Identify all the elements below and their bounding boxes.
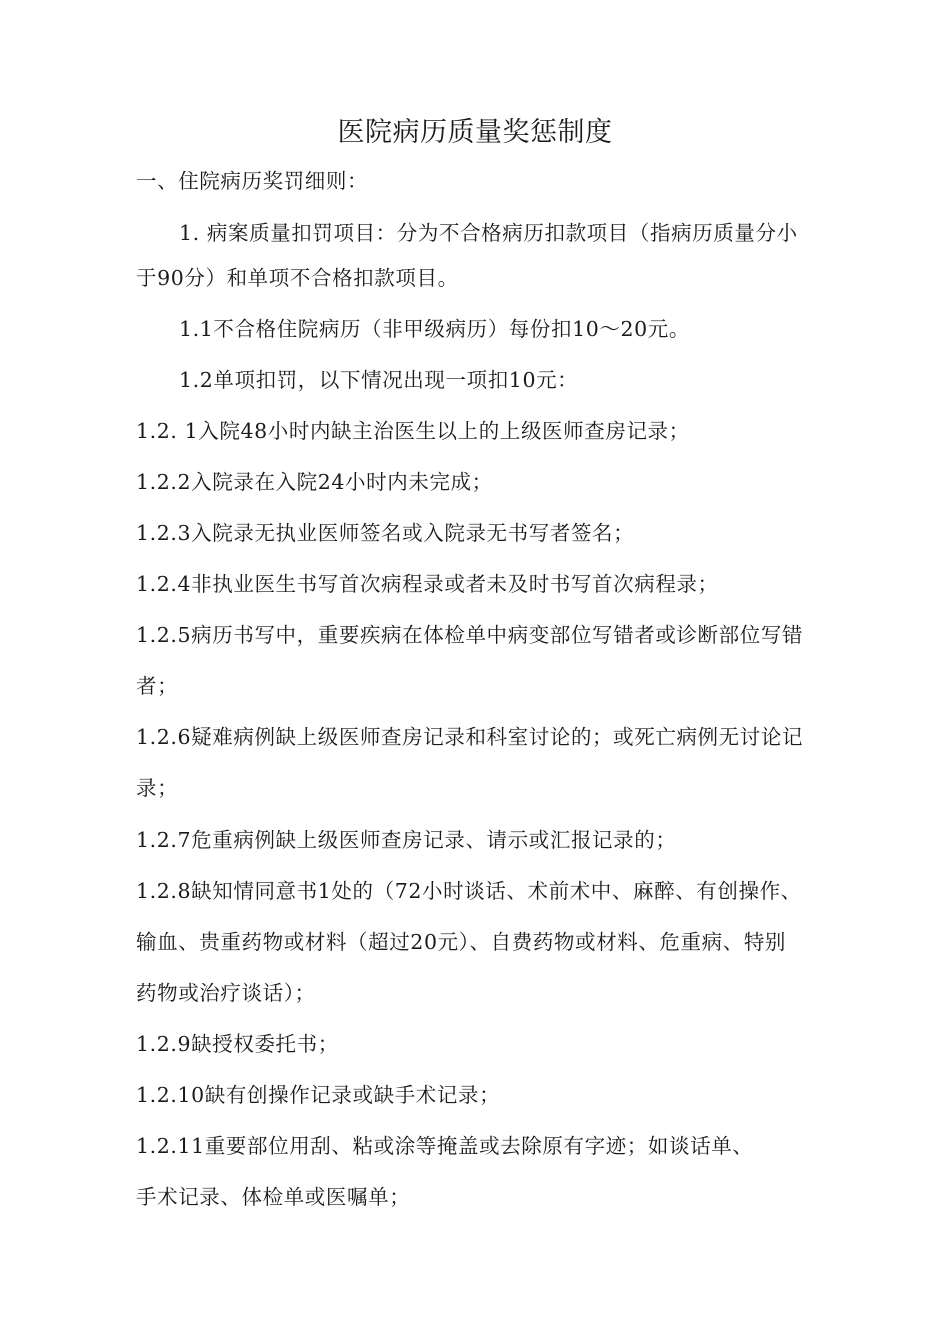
paragraph-line: 1.2.9缺授权委托书； [136,1032,339,1056]
paragraph-line: 1. 病案质量扣罚项目：分为不合格病历扣款项目（指病历质量分小 [179,221,798,245]
paragraph-line: 1.1不合格住院病历（非甲级病历）每份扣10〜20元。 [179,317,690,341]
paragraph-line: 1.2.7危重病例缺上级医师查房记录、请示或汇报记录的； [136,828,677,852]
paragraph-line: 1.2.5病历书写中，重要疾病在体检单中病变部位写错者或诊断部位写错 [136,623,804,647]
paragraph-line: 药物或治疗谈话）； [136,981,316,1005]
paragraph-line: 1.2.6疑难病例缺上级医师查房记录和科室讨论的；或死亡病例无讨论记 [136,725,804,749]
section-heading: 一、住院病历奖罚细则： [136,169,369,193]
paragraph-line: 输血、贵重药物或材料（超过20元）、自费药物或材料、危重病、特别 [136,930,787,954]
paragraph-line: 手术记录、体检单或医嘱单； [136,1185,411,1209]
paragraph-line: 录； [136,776,179,800]
paragraph-line: 于90分）和单项不合格扣款项目。 [136,266,459,290]
paragraph-line: 者； [136,674,179,698]
paragraph-line: 1.2单项扣罚，以下情况出现一项扣10元： [179,368,579,392]
paragraph-line: 1.2.3入院录无执业医师签名或入院录无书写者签名； [136,521,635,545]
paragraph-line: 1.2.10缺有创操作记录或缺手术记录； [136,1083,501,1107]
paragraph-line: 1.2.8缺知情同意书1处的（72小时谈话、术前术中、麻醉、有创操作、 [136,879,802,903]
paragraph-line: 1.2.2入院录在入院24小时内未完成； [136,470,493,494]
document-title: 医院病历质量奖惩制度 [337,117,613,148]
paragraph-line: 1.2.11重要部位用刮、粘或涂等掩盖或去除原有字迹；如谈话单、 [136,1134,754,1158]
paragraph-line: 1.2. 1入院48小时内缺主治医生以上的上级医师查房记录； [136,419,690,443]
paragraph-line: 1.2.4非执业医生书写首次病程录或者未及时书写首次病程录； [136,572,719,596]
